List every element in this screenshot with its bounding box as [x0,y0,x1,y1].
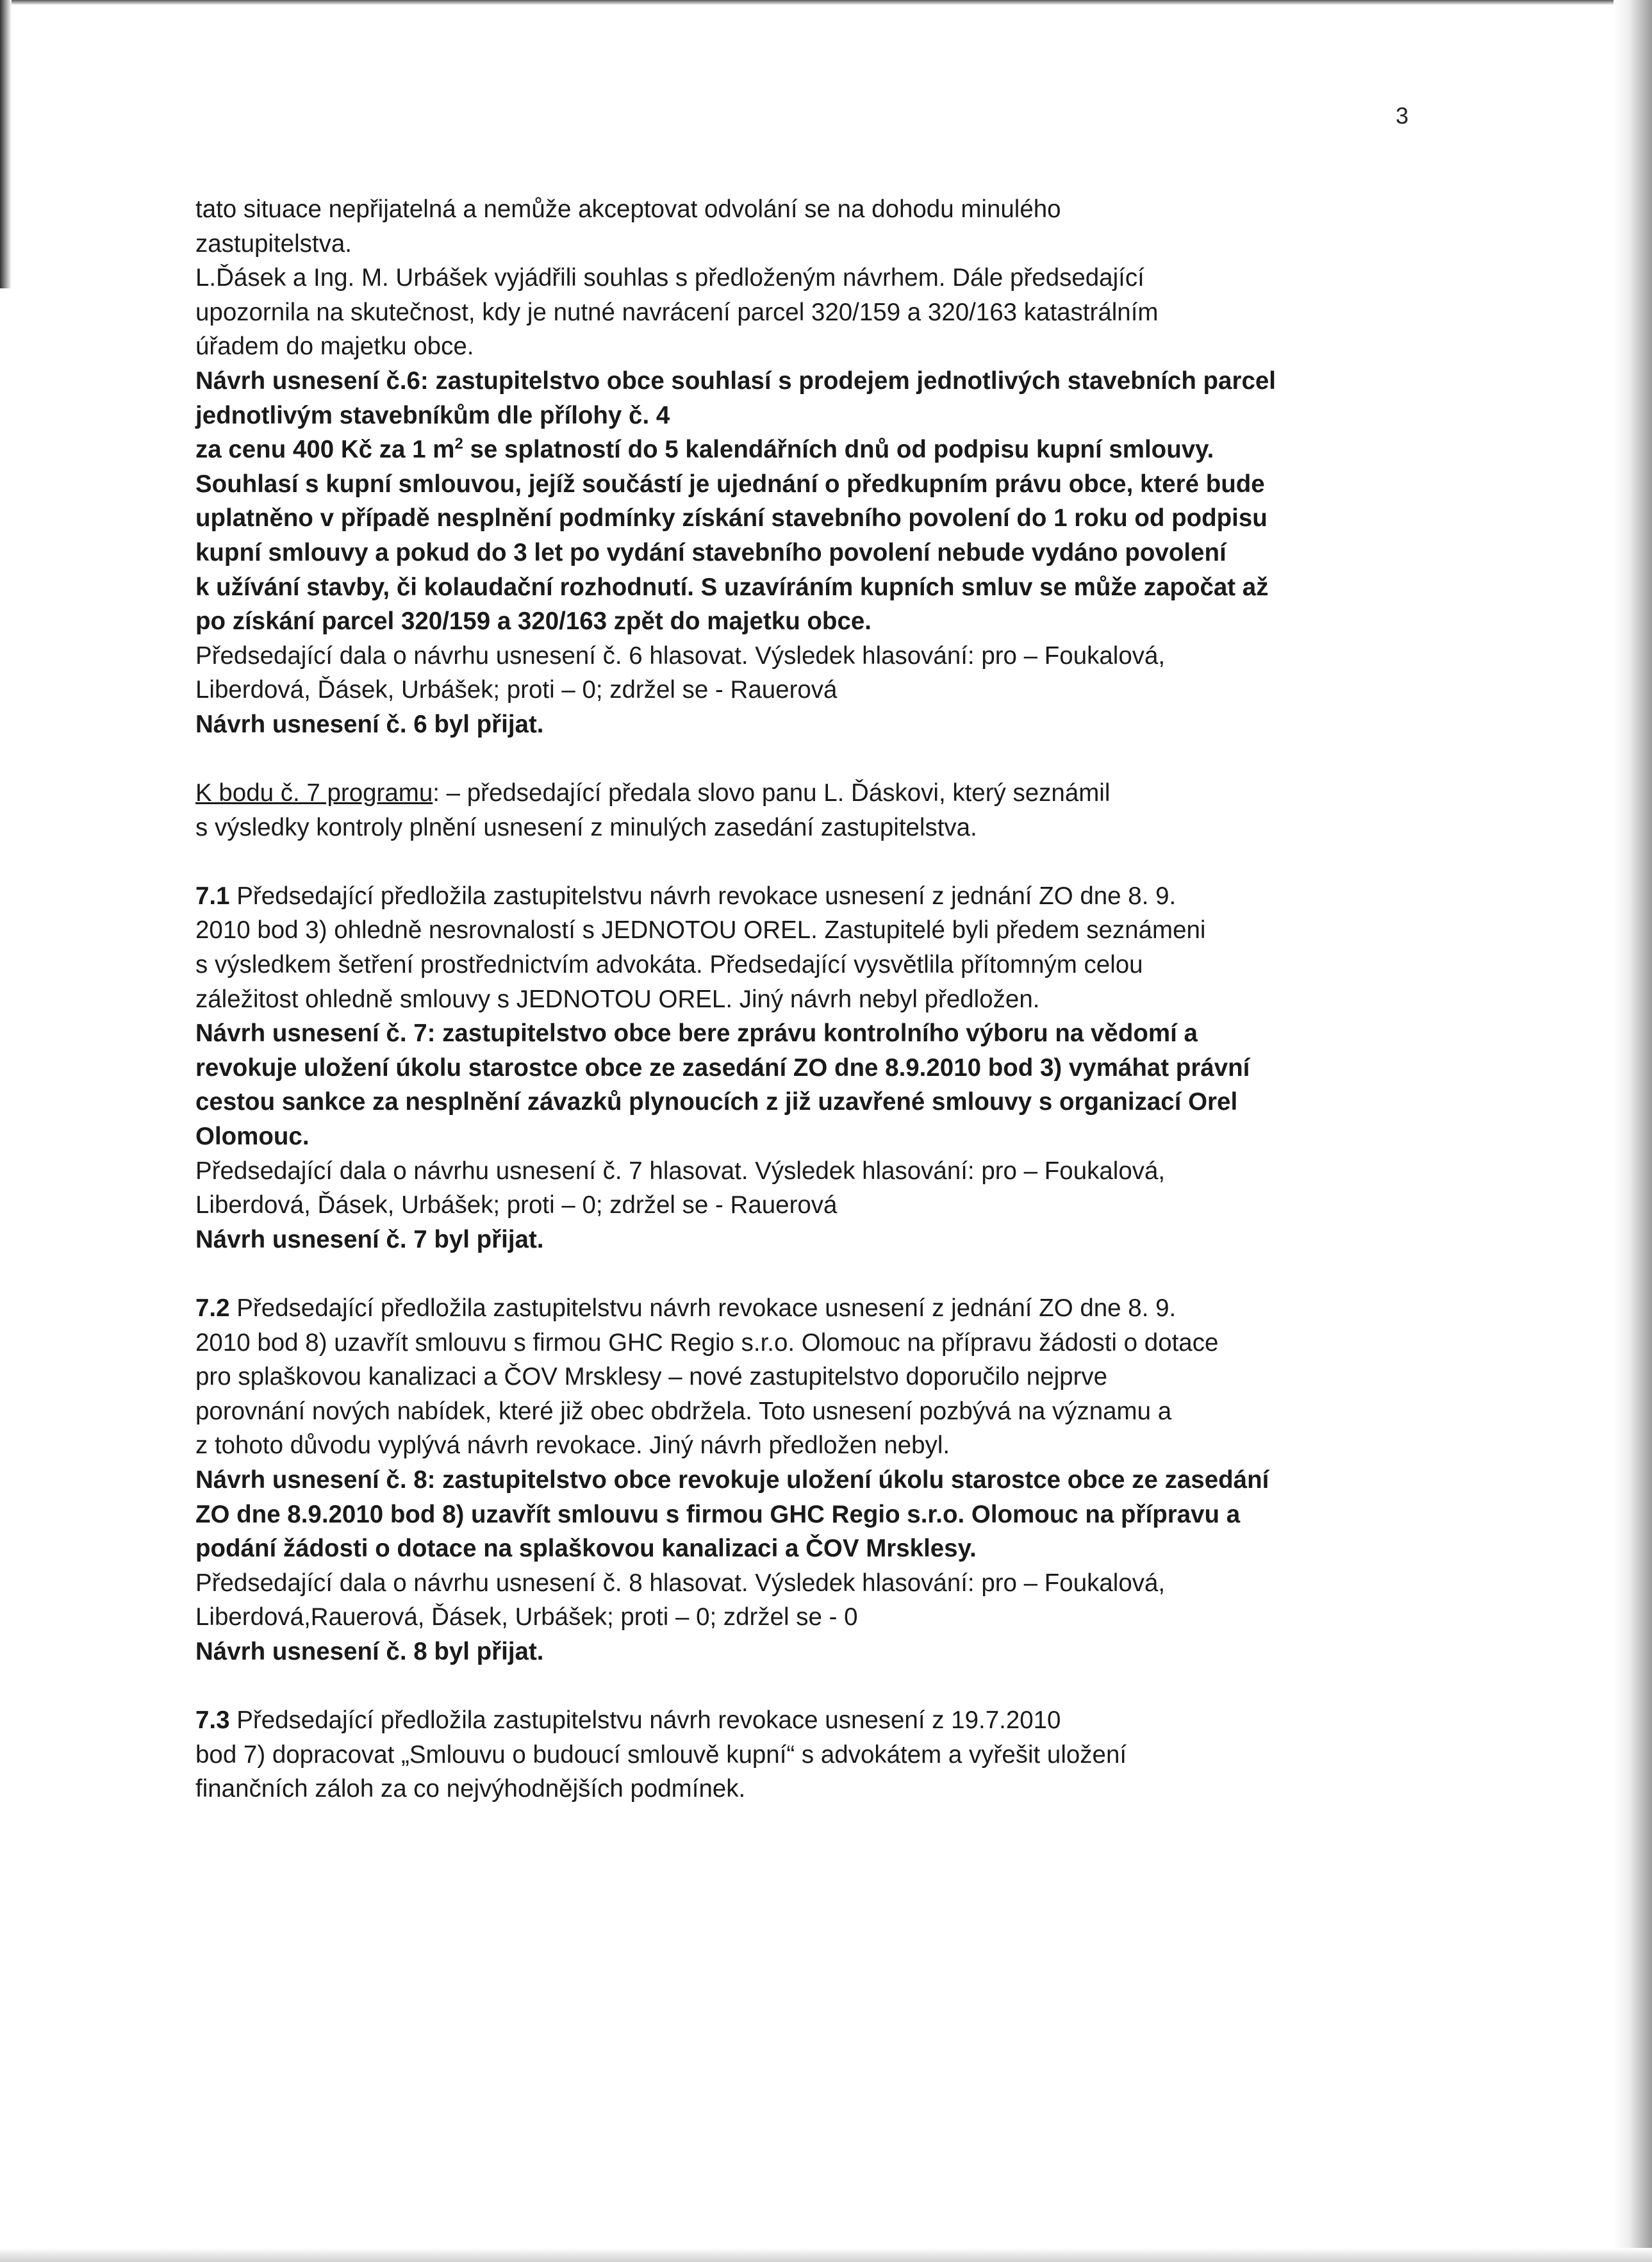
section-number: 7.2 [195,1294,230,1322]
resolution-6-line: po získání parcel 320/159 a 320/163 zpět do majetku obce. [195,607,871,636]
resolution-7-line: Olomouc. [195,1123,310,1151]
text-line: pro splaškovou kanalizaci a ČOV Mrsklesy – nové zastupitelstvo doporučilo nejprve [195,1363,1108,1391]
section-number: 7.1 [195,882,230,910]
agenda-item-7-heading [195,776,1413,811]
resolution-8-approved: Návrh usnesení č. 8 byl přijat. [195,1637,544,1665]
agenda-item-text: : – předsedající předala slovo panu L. Ďáskovi, který seznámil [433,779,1111,807]
text-line: porovnání nových nabídek, které již obec obdržela. Toto usnesení pozbývá na významu a [195,1397,1172,1425]
resolution-8-line: podání žádosti o dotace na splaškovou kanalizaci a ČOV Mrsklesy. [195,1535,977,1563]
resolution-6-approved: Návrh usnesení č. 6 byl přijat. [195,710,544,738]
text-line: finančních záloh za co nejvýhodnějších podmínek. [195,1775,746,1803]
vote-line: Liberdová, Ďásek, Urbášek; proti – 0; zdržel se - Rauerová [195,676,838,704]
resolution-6-line: k užívání stavby, či kolaudační rozhodnutí. S uzavíráním kupních smluv se může započat až [195,573,1269,601]
resolution-6-line: kupní smlouvy a pokud do 3 let po vydání stavebního povolení nebude vydáno povolení [195,538,1227,566]
text-line: s výsledky kontroly plnění usnesení z minulých zasedání zastupitelstva. [195,813,977,841]
price-text: za cenu 400 Kč za 1 m [195,436,455,464]
section-text: Předsedající předložila zastupitelstvu návrh revokace usnesení z jednání ZO dne 8. 9. [229,882,1177,910]
agenda-item-label: K bodu č. 7 programu [195,779,433,807]
vote-line: Předsedající dala o návrhu usnesení č. 7 hlasovat. Výsledek hlasování: pro – Foukalová, [195,1157,1166,1185]
resolution-6-price-line [195,433,1413,467]
text-line: bod 7) dopracovat „Smlouvu o budoucí smlouvě kupní“ s advokátem a vyřešit uložení [195,1740,1127,1769]
text-line: úřadem do majetku obce. [195,333,474,361]
paragraph-gap [195,742,1413,777]
section-7-1-line [195,879,1413,914]
section-number: 7.3 [195,1706,230,1735]
scan-top-edge [0,0,1652,5]
vote-line: Liberdová, Ďásek, Urbášek; proti – 0; zdržel se - Rauerová [195,1191,838,1219]
page-number: 3 [1396,103,1409,129]
superscript-2: 2 [454,435,463,453]
text-line: z tohoto důvodu vyplývá návrh revokace. Jiný návrh předložen nebyl. [195,1432,950,1460]
resolution-7-line: revokuje uložení úkolu starostce obce ze zasedání ZO dne 8.9.2010 bod 3) vymáhat právní [195,1053,1250,1082]
section-text: Předsedající předložila zastupitelstvu návrh revokace usnesení z jednání ZO dne 8. 9. [229,1294,1177,1322]
text-line: L.Ďásek a Ing. M. Urbášek vyjádřili souhlas s předloženým návrhem. Dále předsedající [195,264,1144,292]
text-line: tato situace nepřijatelná a nemůže akceptovat odvolání se na dohodu minulého [195,195,1061,223]
paragraph-gap [195,1669,1413,1704]
resolution-8-line: Návrh usnesení č. 8: zastupitelstvo obce revokuje uložení úkolu starostce obce ze zasedání [195,1465,1269,1494]
document-body [195,192,1413,1806]
text-line: s výsledkem šetření prostřednictvím advokáta. Předsedající vysvětlila přítomným celou [195,951,1143,979]
resolution-7-line: cestou sankce za nesplnění závazků plynoucích z již uzavřené smlouvy s organizací Orel [195,1088,1238,1116]
text-line: zastupitelstva. [195,229,352,258]
vote-line: Předsedající dala o návrhu usnesení č. 8 hlasovat. Výsledek hlasování: pro – Foukalová, [195,1569,1166,1597]
text-line: 2010 bod 3) ohledně nesrovnalostí s JEDNOTOU OREL. Zastupitelé byli předem seznámeni [195,916,1206,945]
section-7-3-line [195,1703,1413,1738]
text-line: záležitost ohledně smlouvy s JEDNOTOU OREL. Jiný návrh nebyl předložen. [195,985,1040,1013]
resolution-7-line: Návrh usnesení č. 7: zastupitelstvo obce bere zprávu kontrolního výboru na vědomí a [195,1020,1198,1048]
resolution-6-line: jednotlivým stavebníkům dle přílohy č. 4 [195,401,670,429]
scan-bottom-edge [0,2248,1652,2262]
paragraph-gap [195,845,1413,879]
resolution-8-line: ZO dne 8.9.2010 bod 8) uzavřít smlouvu s firmou GHC Regio s.r.o. Olomouc na přípravu a [195,1500,1241,1528]
scan-right-edge [1614,0,1652,2262]
vote-line: Liberdová,Rauerová, Ďásek, Urbášek; proti – 0; zdržel se - 0 [195,1603,858,1631]
resolution-7-approved: Návrh usnesení č. 7 byl přijat. [195,1225,544,1253]
section-7-2-line [195,1291,1413,1326]
price-text-rest: se splatností do 5 kalendářních dnů od podpisu kupní smlouvy. [463,436,1214,464]
resolution-6-line: uplatněno v případě nesplnění podmínky získání stavebního povolení do 1 roku od podpisu [195,504,1268,532]
text-line: 2010 bod 8) uzavřít smlouvu s firmou GHC Regio s.r.o. Olomouc na přípravu žádosti o dotace [195,1328,1219,1357]
resolution-6-line: Souhlasí s kupní smlouvou, jejíž součástí je ujednání o předkupním právu obce, které bude [195,470,1265,498]
vote-line: Předsedající dala o návrhu usnesení č. 6 hlasovat. Výsledek hlasování: pro – Foukalová, [195,641,1166,670]
paragraph-gap [195,1257,1413,1291]
resolution-6-line: Návrh usnesení č.6: zastupitelstvo obce souhlasí s prodejem jednotlivých stavebních parcel [195,367,1276,395]
text-line: upozornila na skutečnost, kdy je nutné navrácení parcel 320/159 a 320/163 katastrálním [195,298,1159,326]
scan-left-edge [0,0,12,288]
section-text: Předsedající předložila zastupitelstvu návrh revokace usnesení z 19.7.2010 [229,1706,1061,1735]
